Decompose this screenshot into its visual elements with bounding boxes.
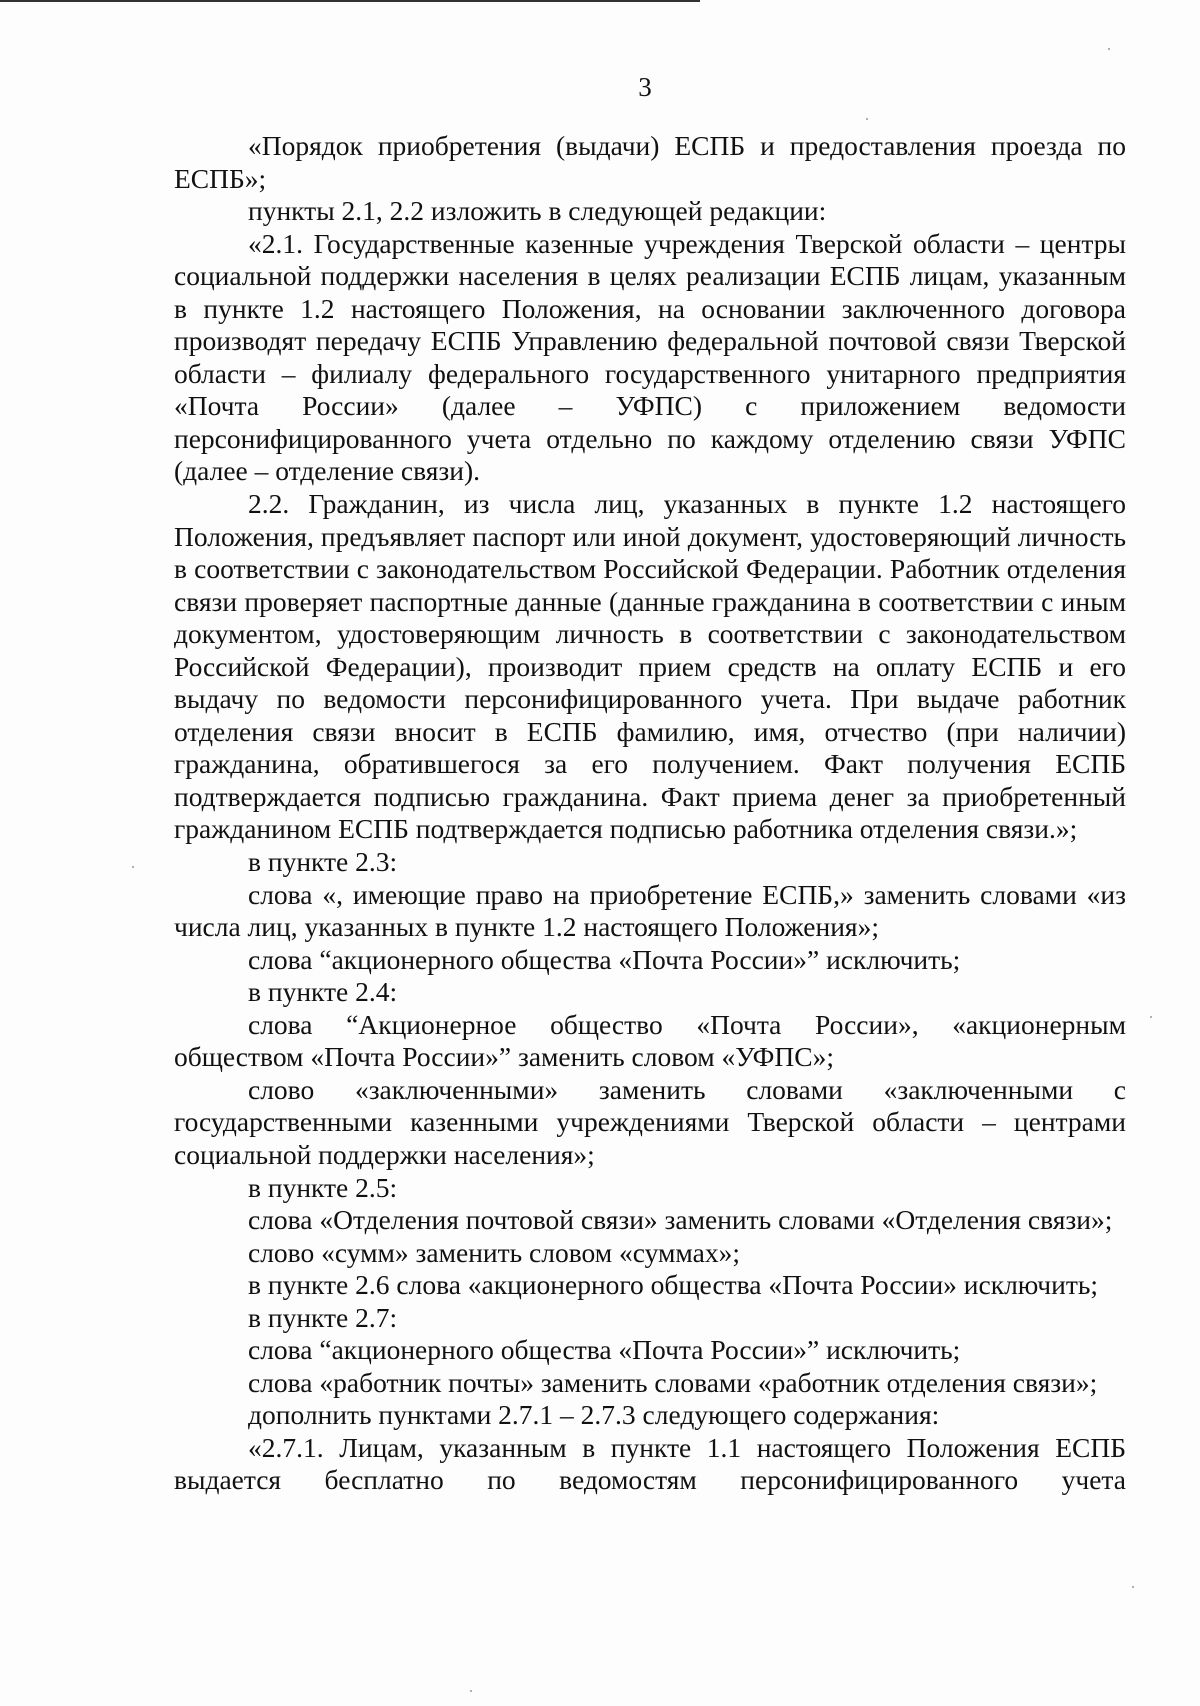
paragraph: 2.2. Гражданин, из числа лиц, указанных в пункте 1.2 настоящего Положения, предъявляет паспорт или иной документ, удостоверяющий личность в соответствии с законодательством Российской Федерации. Работник отделения связи проверяет паспортные данные (данные гражданина в соответствии с иным документом, удостоверяющим личность в соответствии с законодательством Российской Федерации), производит прием средств на оплату ЕСПБ и его выдачу по ведомости персонифицированного учета. При выдаче работник отделения связи вносит в ЕСПБ фамилию, имя, отчество (при наличии) гражданина, обратившегося за его получением. Факт получения ЕСПБ подтверждается подписью гражданина. Факт приема денег за приобретенный гражданином ЕСПБ подтверждается подписью работника отделения связи.»; (174, 488, 1126, 845)
paragraph: слова «, имеющие право на приобретение ЕСПБ,» заменить словами «из числа лиц, указанных в пункте 1.2 настоящего Положения»; (174, 878, 1126, 943)
paragraph: слова «работник почты» заменить словами «работник отделения связи»; (248, 1366, 1098, 1398)
paragraph: дополнить пунктами 2.7.1 – 2.7.3 следующего содержания: (248, 1399, 940, 1431)
paragraph: слова «Отделения почтовой связи» заменить словами «Отделения связи»; (248, 1204, 1113, 1236)
paragraph: слова “акционерного общества «Почта России»” исключить; (248, 1334, 961, 1366)
paragraph: слово «сумм» заменить словом «суммах»; (248, 1236, 740, 1268)
scan-speck (132, 866, 134, 868)
paragraph: в пункте 2.4: (248, 976, 398, 1008)
scan-speck (1150, 1016, 1152, 1018)
scan-edge-line (0, 0, 700, 2)
paragraph: в пункте 2.5: (248, 1171, 398, 1203)
scan-speck (1108, 48, 1110, 50)
paragraph: слова “Акционерное общество «Почта России», «акционерным обществом «Почта России»” заменить словом «УФПС»; (174, 1008, 1126, 1073)
scan-speck (866, 118, 868, 120)
scan-speck (470, 1690, 472, 1692)
paragraph: в пункте 2.7: (248, 1301, 398, 1333)
paragraph: «2.1. Государственные казенные учреждения Тверской области – центры социальной поддержки населения в целях реализации ЕСПБ лицам, указанным в пункте 1.2 настоящего Положения, на основании заключенного договора производят передачу ЕСПБ Управлению федеральной почтовой связи Тверской области – филиалу федерального государственного унитарного предприятия «Почта России» (далее – УФПС) с приложением ведомости персонифицированного учета отдельно по каждому отделению связи УФПС (далее – отделение связи). (174, 227, 1126, 487)
document-body (174, 130, 1126, 1497)
paragraph: в пункте 2.3: (248, 846, 398, 878)
paragraph: слова “акционерного общества «Почта России»” исключить; (248, 943, 961, 975)
scan-speck (1132, 1586, 1134, 1588)
paragraph: пункты 2.1, 2.2 изложить в следующей редакции: (248, 195, 827, 227)
paragraph: «Порядок приобретения (выдачи) ЕСПБ и предоставления проезда по ЕСПБ»; (174, 130, 1126, 194)
page-number: 3 (638, 72, 652, 102)
paragraph: «2.7.1. Лицам, указанным в пункте 1.1 настоящего Положения ЕСПБ выдается бесплатно по ведомостям персонифицированного учета (174, 1431, 1126, 1496)
paragraph: в пункте 2.6 слова «акционерного общества «Почта России» исключить; (248, 1269, 1099, 1301)
paragraph: слово «заключенными» заменить словами «заключенными с государственными казенными учреждениями Тверской области – центрами социальной поддержки населения»; (174, 1073, 1126, 1170)
